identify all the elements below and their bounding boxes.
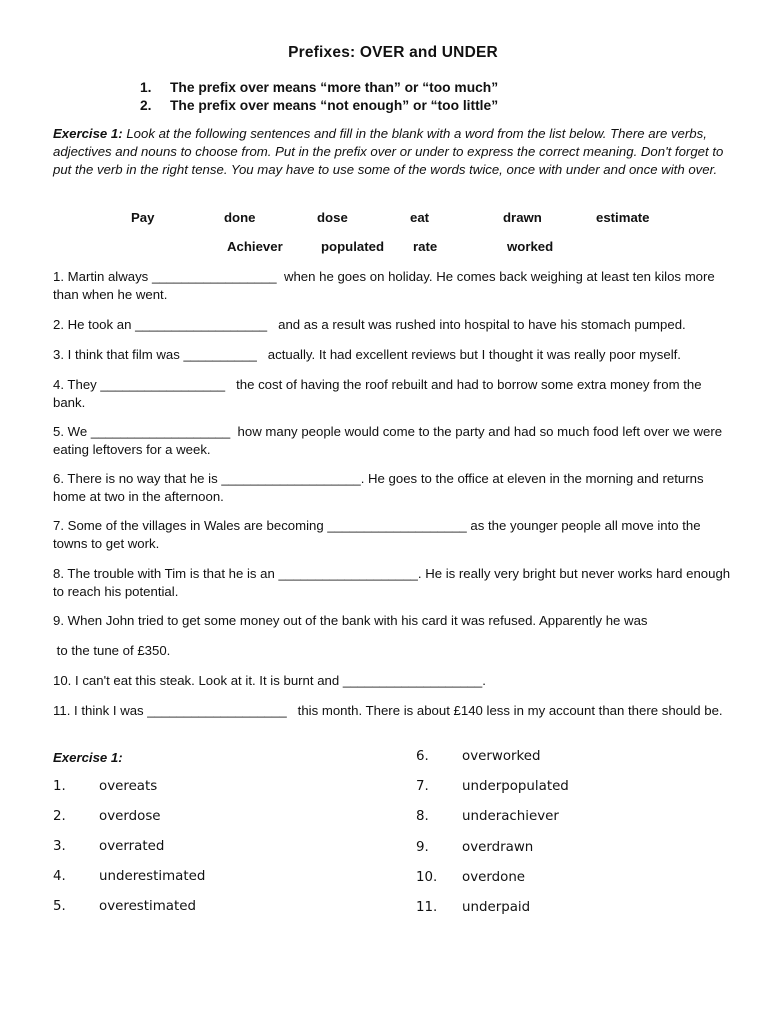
answer-number: 3. <box>53 839 66 854</box>
word-list-item: drawn <box>503 210 542 225</box>
answer-number: 7. <box>416 779 429 794</box>
word-list-item: eat <box>410 210 430 225</box>
answer-number: 6. <box>416 749 429 764</box>
answer-key-title: Exercise 1: <box>53 750 123 765</box>
answer-number: 9. <box>416 840 429 855</box>
question-11: 11. I think I was ___________________ this month. There is about £140 less in my account than there should be. <box>53 703 723 718</box>
question-9-continued: to the tune of £350. <box>53 643 171 658</box>
answer-word: overeats <box>99 779 158 794</box>
question-8: 8. The trouble with Tim is that he is an ___________________. He is really very bright but never works hard enough to reach his potential. <box>53 566 734 599</box>
answer-word: overdose <box>99 809 161 824</box>
answer-word: underpaid <box>462 900 531 915</box>
answer-word: overworked <box>462 749 541 764</box>
rule-text: The prefix over means “not enough” or “too little” <box>170 98 499 113</box>
answer-word: overdrawn <box>462 840 534 855</box>
answer-number: 1. <box>53 779 66 794</box>
question-5: 5. We ___________________ how many people would come to the party and had so much food left over we were eating leftovers for a week. <box>53 424 726 457</box>
answer-number: 10. <box>416 870 438 885</box>
answer-number: 4. <box>53 869 66 884</box>
word-list-item: done <box>224 210 256 225</box>
page-title: Prefixes: OVER and UNDER <box>288 44 498 61</box>
answer-word: underestimated <box>99 869 206 884</box>
answer-word: overrated <box>99 839 165 854</box>
question-3: 3. I think that film was __________ actually. It had excellent reviews but I thought it was really poor myself. <box>53 347 681 362</box>
answer-word: overdone <box>462 870 526 885</box>
word-list-item: populated <box>321 239 385 254</box>
word-list-item: Pay <box>131 210 155 225</box>
answer-word: underachiever <box>462 809 559 824</box>
question-4: 4. They _________________ the cost of having the roof rebuilt and had to borrow some extra money from the bank. <box>53 377 706 410</box>
question-1: 1. Martin always _________________ when he goes on holiday. He comes back weighing at least ten kilos more than when he went. <box>53 269 719 302</box>
answer-word: underpopulated <box>462 779 569 794</box>
answer-word: overestimated <box>99 899 196 914</box>
rule-item <box>140 79 498 97</box>
answer-number: 11. <box>416 900 438 915</box>
word-list-item: dose <box>317 210 348 225</box>
exercise-label: Exercise 1: <box>53 126 123 141</box>
word-list-item: rate <box>413 239 438 254</box>
word-list-item: estimate <box>596 210 650 225</box>
rule-number: 1. <box>140 80 152 95</box>
question-6: 6. There is no way that he is ___________________. He goes to the office at eleven in the morning and returns home at two in the afternoon. <box>53 471 708 504</box>
question-2: 2. He took an __________________ and as a result was rushed into hospital to have his stomach pumped. <box>53 317 686 332</box>
rule-number: 2. <box>140 98 152 113</box>
rule-item <box>140 97 498 115</box>
instruction-text: Look at the following sentences and fill in the blank with a word from the list below. There are verbs, adjectives and nouns to choose from. Put in the prefix over or under to express the correct meaning. Don't forget to put the verb in the right tense. You may have to use some of the words twice, once with under and once with over. <box>53 126 724 177</box>
word-list-item: worked <box>507 239 554 254</box>
answer-number: 2. <box>53 809 66 824</box>
prefix-rules <box>140 79 498 115</box>
rule-text: The prefix over means “more than” or “too much” <box>170 80 499 95</box>
exercise-instructions <box>53 125 733 179</box>
word-list-item: Achiever <box>227 239 283 254</box>
question-9: 9. When John tried to get some money out of the bank with his card it was refused. Apparently he was <box>53 613 648 628</box>
answer-number: 8. <box>416 809 429 824</box>
answer-number: 5. <box>53 899 66 914</box>
question-7: 7. Some of the villages in Wales are becoming ___________________ as the younger people all move into the towns to get work. <box>53 518 705 551</box>
question-10: 10. I can't eat this steak. Look at it. It is burnt and ___________________. <box>53 673 486 688</box>
